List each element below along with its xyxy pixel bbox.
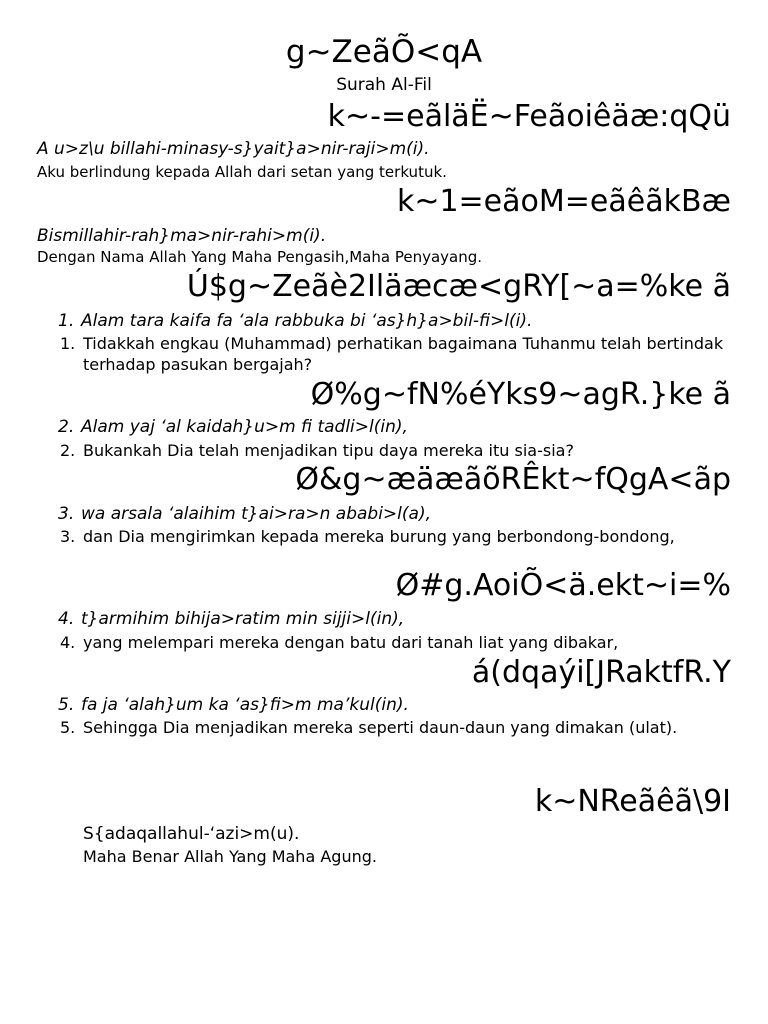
verse-number: 3. xyxy=(60,527,76,546)
verse-3-arabic: Ø&g~æäæãõRÊkt~fQgA<ãp xyxy=(295,462,731,497)
verse-translation-text: yang melempari mereka dengan batu dari tanah liat yang dibakar, xyxy=(83,633,619,652)
verse-1-transliteration xyxy=(58,310,532,332)
basmalah-transliteration: Bismillahir-rah}ma>nir-rahi>m(i). xyxy=(37,226,327,246)
verse-number: 3. xyxy=(58,504,75,524)
basmalah-arabic: k~1=eãoM=eãêãkBæ xyxy=(396,184,731,219)
surah-title-arabic: g~ZeãÕ<qA xyxy=(285,34,483,70)
verse-number: 5. xyxy=(60,718,76,737)
basmalah-translation: Dengan Nama Allah Yang Maha Pengasih,Maha Penyayang. xyxy=(37,248,483,266)
verse-3-transliteration xyxy=(58,503,431,525)
taawudz-translation: Aku berlindung kepada Allah dari setan yang terkutuk. xyxy=(37,163,447,181)
closing-translation: Maha Benar Allah Yang Maha Agung. xyxy=(83,847,377,866)
verse-3-translation xyxy=(60,526,740,547)
verse-translation-text: dan Dia mengirimkan kepada mereka burung yang berbondong-bondong, xyxy=(83,527,675,546)
verse-2-arabic: Ø%g~fN%éYks9~agR.}ke ã xyxy=(310,377,731,412)
verse-number: 1. xyxy=(58,311,75,331)
verse-4-arabic: Ø#g.AoiÕ<ä.ekt~i=% xyxy=(395,568,731,603)
verse-translation-text: Tidakkah engkau (Muhammad) perhatikan bagaimana Tuhanmu telah bertindak terhadap pasukan bergajah? xyxy=(83,334,724,374)
verse-number: 2. xyxy=(60,441,76,460)
verse-number: 2. xyxy=(58,417,75,437)
verse-2-transliteration xyxy=(58,416,408,438)
verse-5-arabic: á(dqaýi[JRaktfR.Y xyxy=(471,655,731,690)
verse-translit-text: Alam yaj ‘al kaidah}u>m fi tadli>l(in), xyxy=(81,417,408,437)
verse-translation-text: Sehingga Dia menjadikan mereka seperti daun-daun yang dimakan (ulat). xyxy=(83,718,678,737)
verse-4-transliteration xyxy=(58,608,404,630)
verse-translation-text: Bukankah Dia telah menjadikan tipu daya mereka itu sia-sia? xyxy=(83,441,574,460)
verse-number: 1. xyxy=(60,334,76,353)
verse-4-translation xyxy=(60,632,740,653)
verse-2-translation xyxy=(60,440,740,461)
surah-title-latin: Surah Al-Fil xyxy=(336,75,432,95)
closing-transliteration: S{adaqallahul-‘azi>m(u). xyxy=(83,824,300,844)
verse-translit-text: wa arsala ‘alaihim t}ai>ra>n ababi>l(a), xyxy=(81,504,431,524)
verse-1-arabic: Ú$g~Zeãè2Iläæcæ<gRY[~a=%ke ã xyxy=(186,269,731,304)
verse-5-translation xyxy=(60,717,740,738)
verse-number: 5. xyxy=(58,695,75,715)
verse-number: 4. xyxy=(58,609,75,629)
verse-number: 4. xyxy=(60,633,76,652)
verse-translit-text: Alam tara kaifa fa ‘ala rabbuka bi ‘as}h}a>bil-fi>l(i). xyxy=(81,311,533,331)
closing-arabic: k~NReãêã\9I xyxy=(534,784,731,819)
taawudz-transliteration: A u>z\u billahi-minasy-s}yait}a>nir-raji>m(i). xyxy=(37,139,430,159)
verse-translit-text: t}armihim bihija>ratim min sijji>l(in), xyxy=(81,609,405,629)
verse-translit-text: fa ja ‘alah}um ka ‘as}fi>m ma’kul(in). xyxy=(81,695,409,715)
verse-1-translation xyxy=(60,333,740,375)
taawudz-arabic: k~-=eãläË~Feãoiêäæ:qQü xyxy=(327,99,731,134)
verse-5-transliteration xyxy=(58,694,409,716)
